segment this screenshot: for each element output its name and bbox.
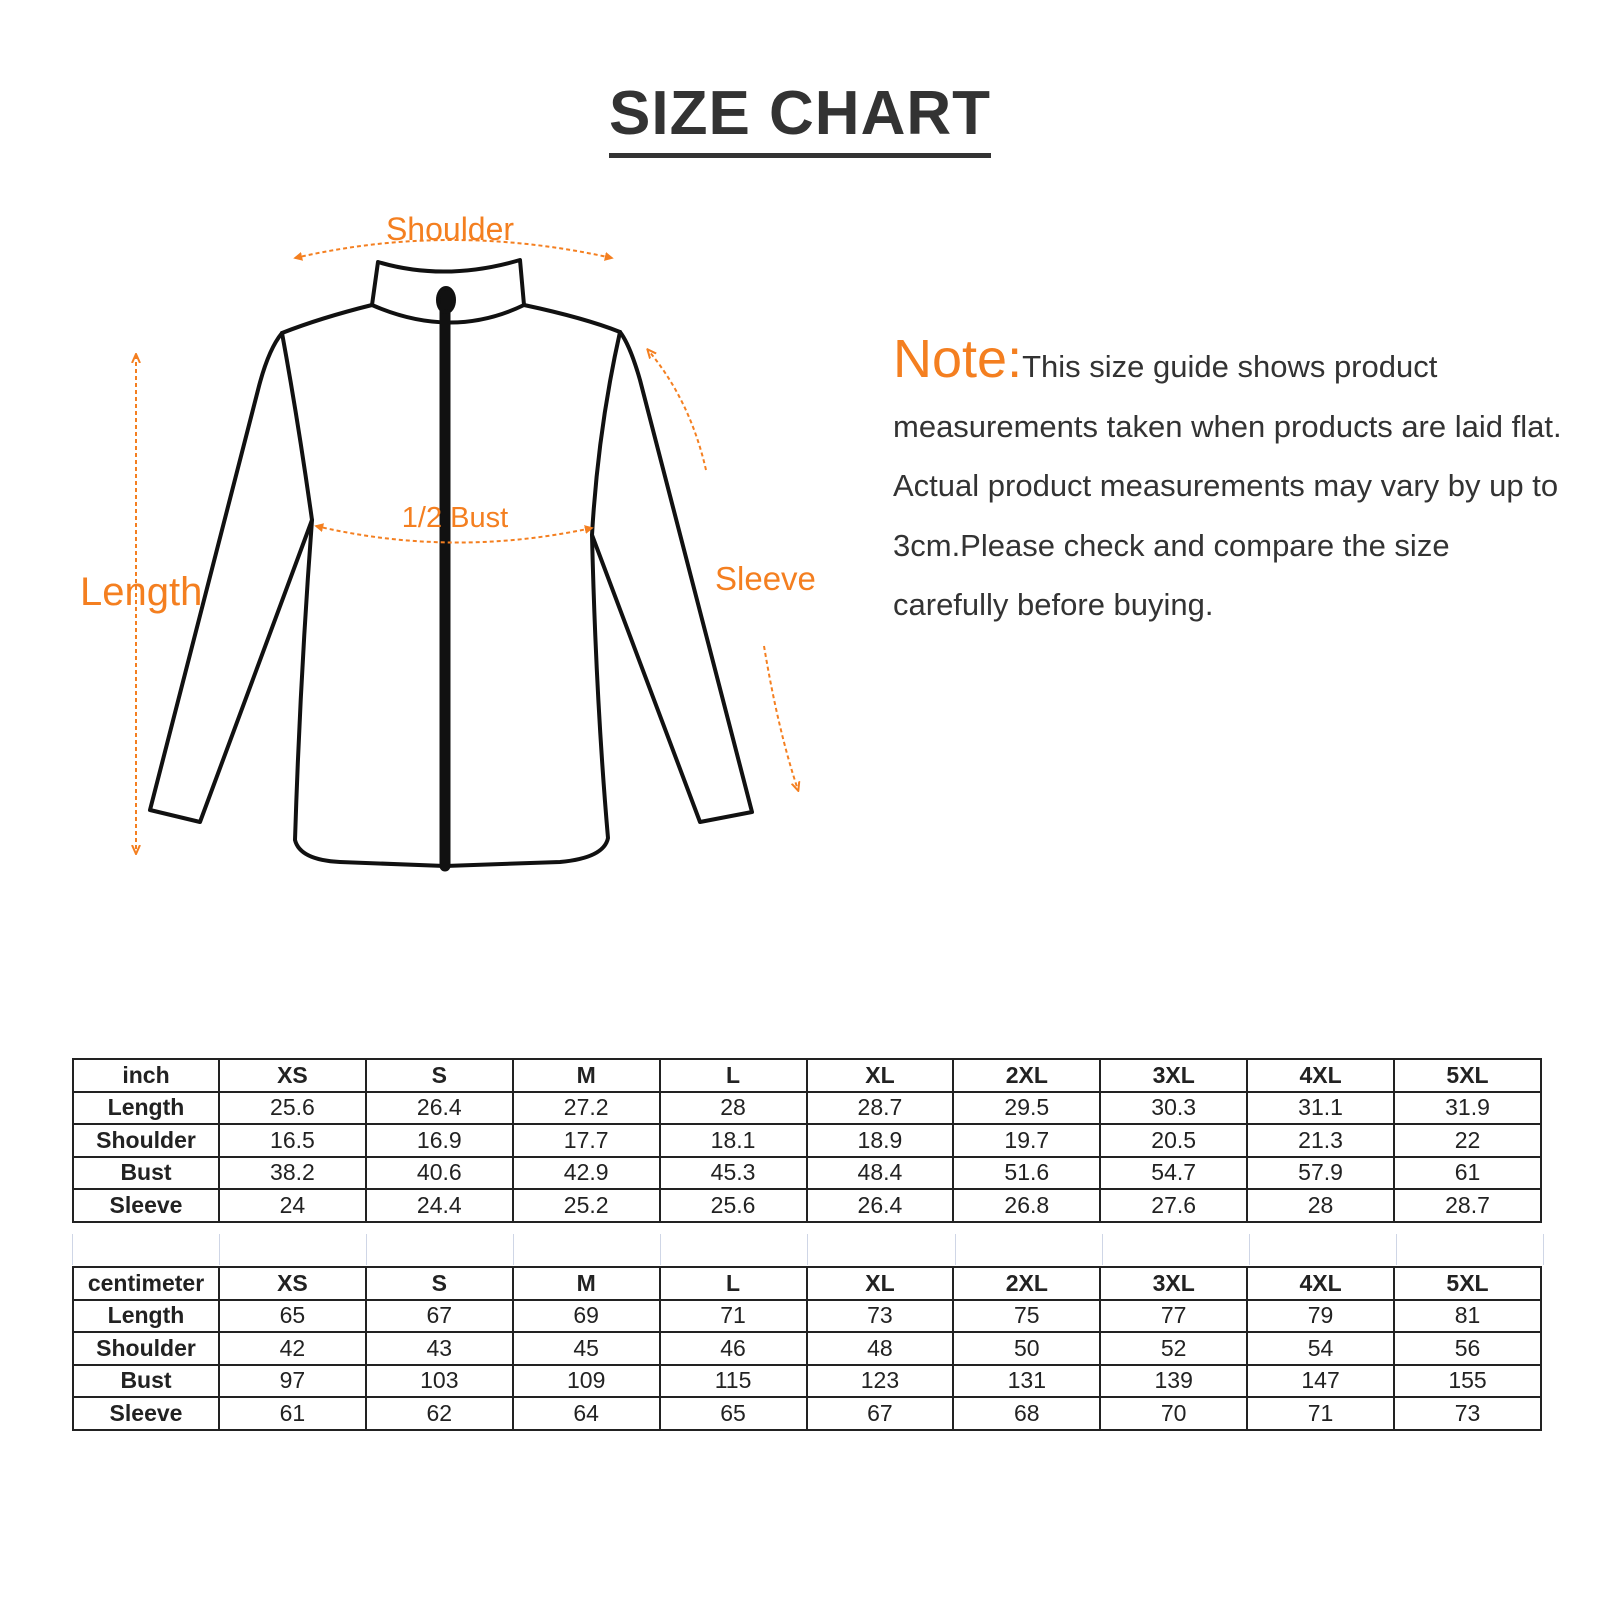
measurement-value: 28.7 [1394, 1189, 1541, 1222]
size-table-inch [72, 1058, 1542, 1223]
size-header: 5XL [1394, 1267, 1541, 1300]
measurement-name: Length [73, 1300, 219, 1333]
unit-header: centimeter [73, 1267, 219, 1300]
measurement-value: 46 [660, 1332, 807, 1365]
size-header: 3XL [1100, 1267, 1247, 1300]
table-row [73, 1092, 1541, 1125]
size-header: XS [219, 1267, 366, 1300]
measurement-value: 97 [219, 1365, 366, 1398]
measurement-value: 19.7 [953, 1124, 1100, 1157]
unit-header: inch [73, 1059, 219, 1092]
measurement-value: 18.1 [660, 1124, 807, 1157]
measurement-value: 65 [660, 1397, 807, 1430]
measurement-value: 29.5 [953, 1092, 1100, 1125]
size-header: 3XL [1100, 1059, 1247, 1092]
size-header: 4XL [1247, 1059, 1394, 1092]
measurement-value: 65 [219, 1300, 366, 1333]
measurement-value: 57.9 [1247, 1157, 1394, 1190]
measurement-value: 69 [513, 1300, 660, 1333]
size-header: 4XL [1247, 1267, 1394, 1300]
size-header: L [660, 1267, 807, 1300]
measurement-value: 24 [219, 1189, 366, 1222]
size-header: M [513, 1267, 660, 1300]
measurement-value: 81 [1394, 1300, 1541, 1333]
measurement-value: 22 [1394, 1124, 1541, 1157]
measurement-value: 25.2 [513, 1189, 660, 1222]
measurement-value: 21.3 [1247, 1124, 1394, 1157]
measurement-value: 77 [1100, 1300, 1247, 1333]
sleeve-label: Sleeve [715, 560, 816, 597]
measurement-value: 103 [366, 1365, 513, 1398]
measurement-value: 67 [366, 1300, 513, 1333]
measurement-value: 54 [1247, 1332, 1394, 1365]
measurement-value: 31.1 [1247, 1092, 1394, 1125]
size-header: 5XL [1394, 1059, 1541, 1092]
table-row [73, 1124, 1541, 1157]
table-spacer-row [72, 1234, 1543, 1265]
bust-label: 1/2 Bust [401, 502, 509, 534]
measurement-value: 26.4 [807, 1189, 954, 1222]
note [893, 330, 1573, 635]
size-header: 2XL [953, 1059, 1100, 1092]
measurement-value: 20.5 [1100, 1124, 1247, 1157]
measurement-value: 16.5 [219, 1124, 366, 1157]
size-header: S [366, 1059, 513, 1092]
measurement-value: 27.6 [1100, 1189, 1247, 1222]
page-title: SIZE CHART [609, 78, 991, 158]
table-row [73, 1365, 1541, 1398]
measurement-name: Bust [73, 1365, 219, 1398]
measurement-value: 28.7 [807, 1092, 954, 1125]
table-row [73, 1332, 1541, 1365]
size-header: M [513, 1059, 660, 1092]
length-label: Length [80, 570, 203, 614]
measurement-value: 38.2 [219, 1157, 366, 1190]
measurement-value: 61 [1394, 1157, 1541, 1190]
size-header: XL [807, 1059, 954, 1092]
measurement-value: 51.6 [953, 1157, 1100, 1190]
measurement-value: 48 [807, 1332, 954, 1365]
measurement-value: 26.8 [953, 1189, 1100, 1222]
measurement-value: 26.4 [366, 1092, 513, 1125]
measurement-value: 30.3 [1100, 1092, 1247, 1125]
measurement-value: 68 [953, 1397, 1100, 1430]
size-table-centimeter [72, 1266, 1542, 1431]
measurement-value: 25.6 [219, 1092, 366, 1125]
table-row [73, 1300, 1541, 1333]
measurement-name: Bust [73, 1157, 219, 1190]
measurement-name: Length [73, 1092, 219, 1125]
measurement-value: 147 [1247, 1365, 1394, 1398]
shoulder-label: Shoulder [385, 211, 515, 247]
measurement-value: 75 [953, 1300, 1100, 1333]
measurement-value: 28 [1247, 1189, 1394, 1222]
measurement-value: 18.9 [807, 1124, 954, 1157]
measurement-value: 56 [1394, 1332, 1541, 1365]
note-label: Note: [893, 329, 1023, 389]
measurement-name: Sleeve [73, 1397, 219, 1430]
measurement-value: 62 [366, 1397, 513, 1430]
table-header-row [73, 1267, 1541, 1300]
measurement-value: 79 [1247, 1300, 1394, 1333]
measurement-value: 139 [1100, 1365, 1247, 1398]
measurement-value: 109 [513, 1365, 660, 1398]
measurement-name: Sleeve [73, 1189, 219, 1222]
measurement-value: 52 [1100, 1332, 1247, 1365]
measurement-name: Shoulder [73, 1332, 219, 1365]
size-header: 2XL [953, 1267, 1100, 1300]
measurement-value: 73 [807, 1300, 954, 1333]
size-header: XL [807, 1267, 954, 1300]
measurement-value: 61 [219, 1397, 366, 1430]
jacket-outline-icon [150, 260, 752, 866]
measurement-value: 16.9 [366, 1124, 513, 1157]
table-header-row [73, 1059, 1541, 1092]
measurement-value: 27.2 [513, 1092, 660, 1125]
measurement-value: 25.6 [660, 1189, 807, 1222]
measurement-value: 155 [1394, 1365, 1541, 1398]
measurement-value: 17.7 [513, 1124, 660, 1157]
measurement-value: 71 [1247, 1397, 1394, 1430]
measurement-value: 115 [660, 1365, 807, 1398]
measurement-value: 54.7 [1100, 1157, 1247, 1190]
measurement-value: 71 [660, 1300, 807, 1333]
measurement-name: Shoulder [73, 1124, 219, 1157]
table-row [73, 1397, 1541, 1430]
measurement-value: 50 [953, 1332, 1100, 1365]
size-header: L [660, 1059, 807, 1092]
measurement-value: 48.4 [807, 1157, 954, 1190]
measurement-value: 42 [219, 1332, 366, 1365]
size-header: S [366, 1267, 513, 1300]
measurement-value: 43 [366, 1332, 513, 1365]
table-row [73, 1157, 1541, 1190]
measurement-value: 28 [660, 1092, 807, 1125]
measurement-value: 42.9 [513, 1157, 660, 1190]
measurement-value: 40.6 [366, 1157, 513, 1190]
measurement-value: 45 [513, 1332, 660, 1365]
measurement-value: 24.4 [366, 1189, 513, 1222]
note-text: This size guide shows product measurements taken when products are laid flat. Actual product measurements may vary by up to 3cm.Please check and compare the size carefully before buying. [893, 349, 1562, 622]
measurement-value: 67 [807, 1397, 954, 1430]
measurement-value: 64 [513, 1397, 660, 1430]
measurement-value: 70 [1100, 1397, 1247, 1430]
measurement-value: 123 [807, 1365, 954, 1398]
size-header: XS [219, 1059, 366, 1092]
table-row [73, 1189, 1541, 1222]
measurement-value: 45.3 [660, 1157, 807, 1190]
measurement-value: 131 [953, 1365, 1100, 1398]
measurement-value: 73 [1394, 1397, 1541, 1430]
measurement-value: 31.9 [1394, 1092, 1541, 1125]
jacket-diagram [0, 0, 900, 900]
